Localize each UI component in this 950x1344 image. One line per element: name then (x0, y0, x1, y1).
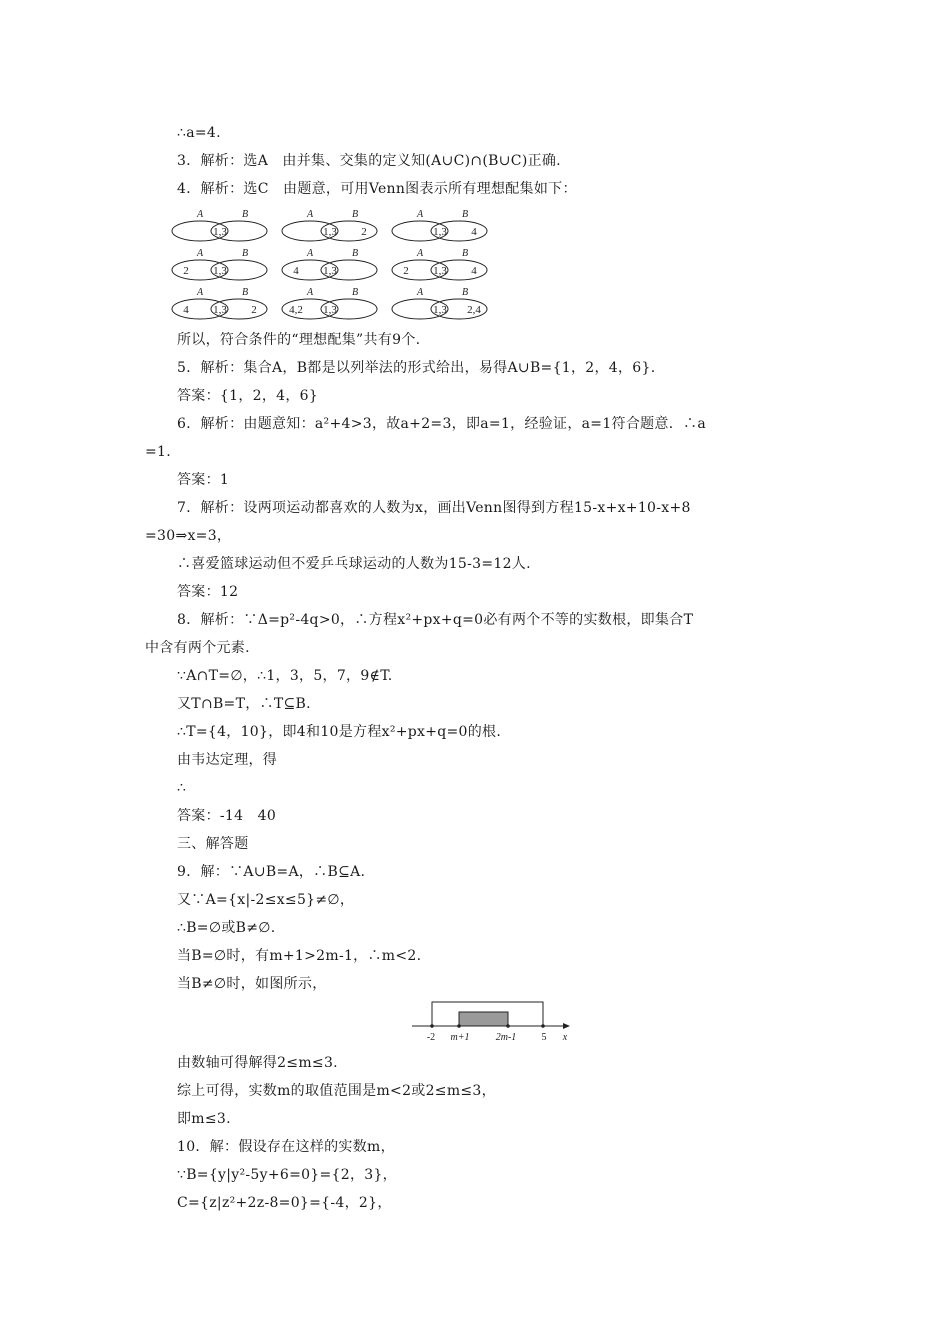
set-b-label: B (351, 209, 359, 220)
set-a-label: A (306, 248, 314, 259)
venn-diagram (172, 287, 267, 319)
left-region-text: 4,2 (289, 304, 303, 316)
text-line: ∴T={4，10}，即4和10是方程x²+px+q=0的根. (177, 724, 502, 740)
tick-dot (430, 1024, 434, 1028)
intersection-text: 1,3 (433, 304, 447, 316)
left-region-text: 4 (293, 265, 299, 277)
venn-diagram (172, 209, 267, 241)
text-line: 5．解析：集合A，B都是以列举法的形式给出，易得A∪B={1，2，4，6}. (177, 360, 656, 376)
right-region-text: 2,4 (467, 304, 481, 316)
text-line: 当B=∅时，有m+1>2m-1，∴m<2. (177, 948, 422, 964)
intersection-text: 1,3 (213, 226, 227, 238)
text-line: 7．解析：设两项运动都喜欢的人数为x，画出Venn图得到方程15-x+x+10-x+8 (177, 500, 691, 516)
set-a-label: A (416, 248, 424, 259)
text-line: 中含有两个元素. (145, 640, 250, 656)
set-b-label: B (461, 209, 469, 220)
text-line: 4．解析：选C 由题意，可用Venn图表示所有理想配集如下： (177, 181, 577, 197)
tick-label: -2 (426, 1032, 436, 1043)
set-b-label: B (461, 287, 469, 298)
set-b-label: B (241, 287, 249, 298)
section-heading: 三、解答题 (177, 836, 249, 852)
venn-diagram (282, 209, 377, 241)
set-a-label: A (306, 287, 314, 298)
set-b-label: B (241, 209, 249, 220)
text-line: ∴喜爱篮球运动但不爱乒乓球运动的人数为15-3=12人. (177, 556, 531, 572)
venn-diagram (172, 248, 267, 280)
intersection-text: 1,3 (213, 265, 227, 277)
text-line: 由数轴可得解得2≤m≤3. (177, 1055, 338, 1071)
text-line: 由韦达定理，得 (177, 752, 278, 768)
number-line-figure (410, 996, 575, 1046)
text-line: 3．解析：选A 由并集、交集的定义知(A∪C)∩(B∪C)正确. (177, 153, 561, 169)
left-region-text: 2 (183, 265, 189, 277)
text-line: 答案：1 (177, 472, 230, 488)
set-a-label: A (416, 209, 424, 220)
text-line: 答案：-14 40 (177, 808, 277, 824)
axis-label: x (562, 1032, 568, 1043)
text-line: =30⇒x=3， (145, 528, 232, 544)
venn-diagram (282, 248, 377, 280)
text-line: ∵A∩T=∅，∴1，3，5，7，9∉T. (177, 668, 393, 684)
intersection-text: 1,3 (213, 304, 227, 316)
text-line: 即m≤3. (177, 1111, 231, 1127)
set-a-label: A (416, 287, 424, 298)
text-line: 8．解析：∵Δ=p²-4q>0，∴方程x²+px+q=0必有两个不等的实数根，即集合T (177, 612, 694, 628)
text-line: 10．解：假设存在这样的实数m， (177, 1139, 395, 1155)
text-line: 答案：{1，2，4，6} (177, 388, 319, 404)
venn-diagram (282, 287, 377, 319)
set-a-label: A (196, 287, 204, 298)
tick-label: 2m-1 (495, 1032, 517, 1043)
text-line: =1. (145, 444, 171, 460)
tick-dot (506, 1024, 510, 1028)
text-line: ∴a=4. (177, 125, 221, 141)
text-line: 当B≠∅时，如图所示， (177, 976, 327, 992)
right-region-text: 4 (471, 265, 477, 277)
left-region-text: 2 (403, 265, 409, 277)
right-region-text: 4 (471, 226, 477, 238)
intersection-text: 1,3 (323, 226, 337, 238)
text-line: 答案：12 (177, 584, 239, 600)
text-line: 6．解析：由题意知：a²+4>3，故a+2=3，即a=1，经验证，a=1符合题意．∴a (177, 416, 706, 432)
intersection-text: 1,3 (323, 265, 337, 277)
text-line: ∴B=∅或B≠∅. (177, 920, 276, 936)
text-line: 综上可得，实数m的取值范围是m<2或2≤m≤3， (177, 1083, 496, 1099)
set-b-label: B (351, 248, 359, 259)
venn-diagram (392, 248, 487, 280)
set-b-label: B (461, 248, 469, 259)
text-line: C={z|z²+2z-8=0}={-4，2}， (177, 1195, 392, 1211)
set-a-label: A (196, 248, 204, 259)
axis-arrow (563, 1023, 570, 1029)
intersection-text: 1,3 (323, 304, 337, 316)
tick-label: 5 (541, 1032, 547, 1043)
venn-diagram (392, 287, 487, 319)
text-line: 9．解：∵A∪B=A，∴B⊆A. (177, 864, 366, 880)
shaded-interval (459, 1012, 508, 1026)
intersection-text: 1,3 (433, 265, 447, 277)
text-line: ∴ (177, 780, 187, 796)
text-line: 又T∩B=T，∴T⊆B. (177, 696, 311, 712)
right-region-text: 2 (251, 304, 257, 316)
tick-dot (457, 1024, 461, 1028)
set-b-label: B (351, 287, 359, 298)
set-b-label: B (241, 248, 249, 259)
left-region-text: 4 (183, 304, 189, 316)
text-line: 所以，符合条件的“理想配集”共有9个. (177, 332, 421, 348)
text-line: 又∵A={x|-2≤x≤5}≠∅， (177, 892, 355, 908)
right-region-text: 2 (361, 226, 367, 238)
venn-diagram (392, 209, 487, 241)
intersection-text: 1,3 (433, 226, 447, 238)
set-a-label: A (196, 209, 204, 220)
tick-dot (541, 1024, 545, 1028)
tick-label: m+1 (450, 1032, 470, 1043)
text-line: ∵B={y|y²-5y+6=0}={2，3}， (177, 1167, 397, 1183)
venn-diagrams-figure (170, 206, 500, 324)
set-a-label: A (306, 209, 314, 220)
